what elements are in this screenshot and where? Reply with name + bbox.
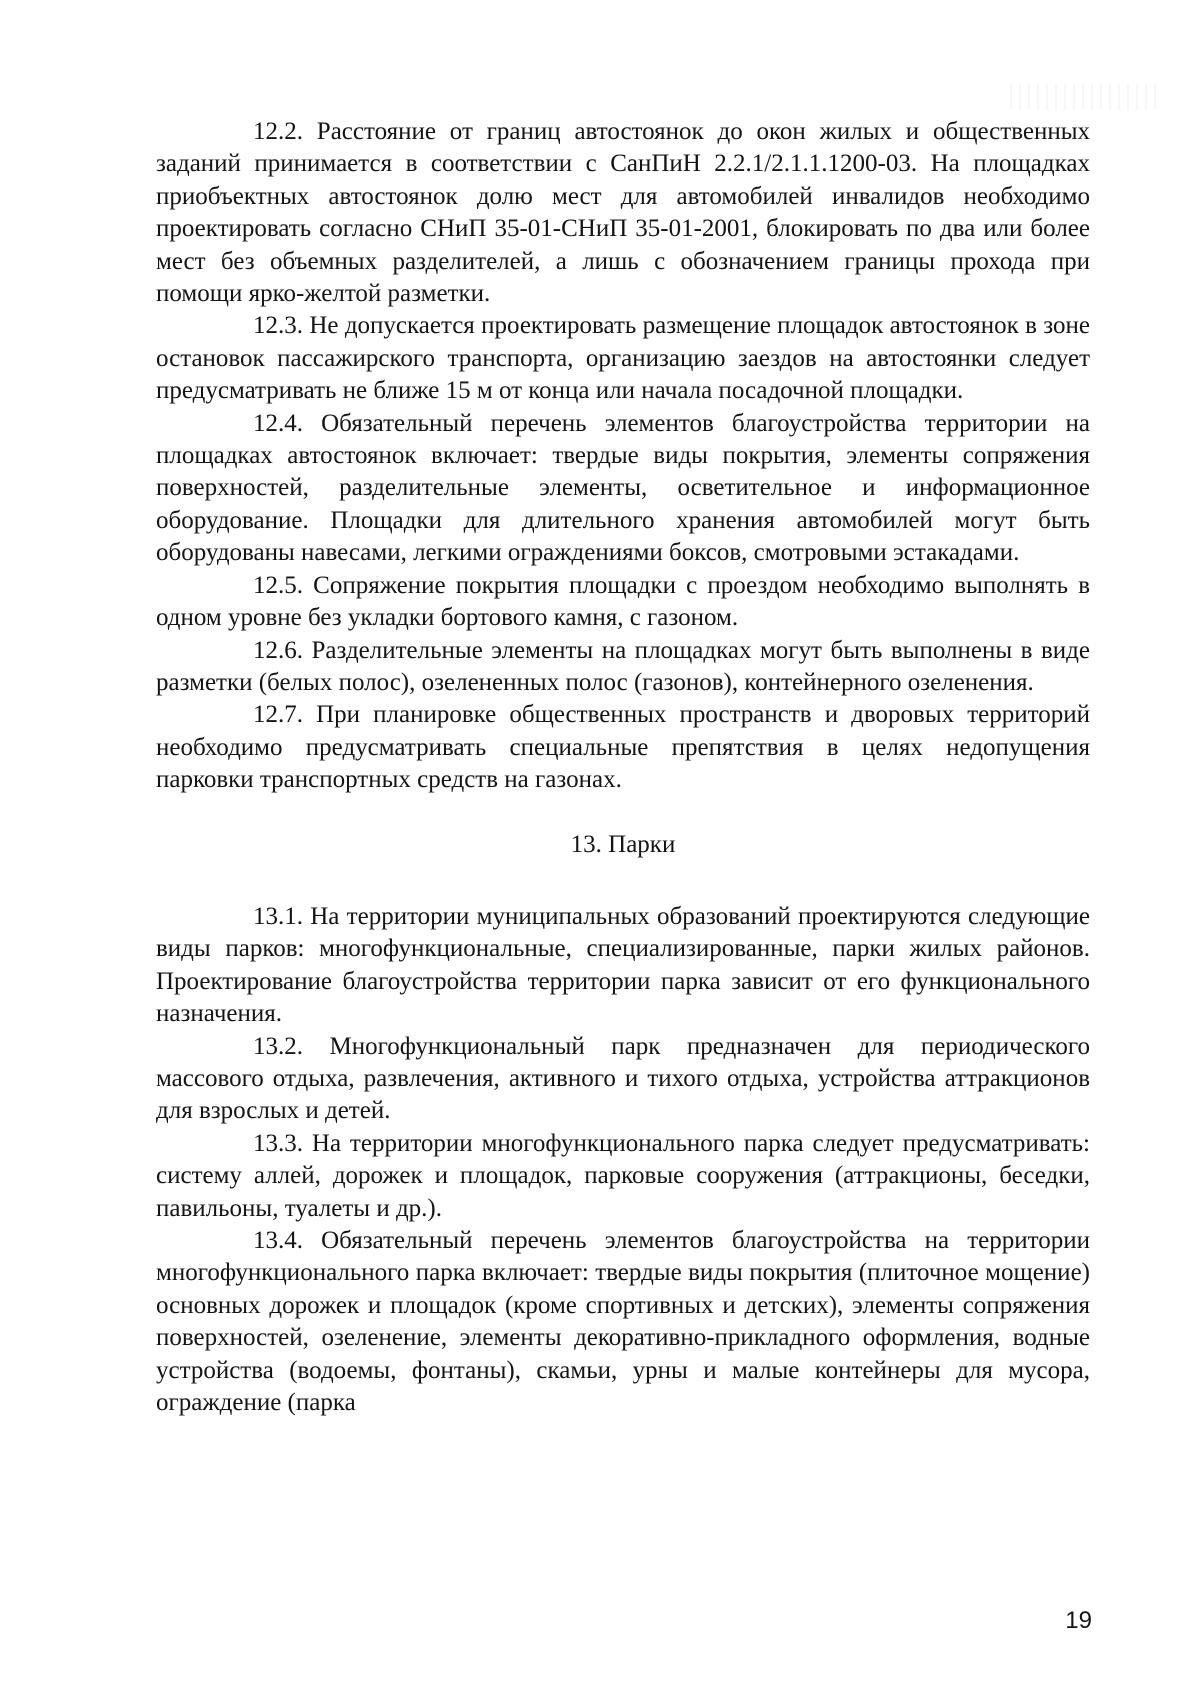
section-parking [156, 116, 1090, 797]
page-number: 19 [1065, 1607, 1092, 1634]
paragraph-13-3: 13.3. На территории многофункционального парка следует предусматривать: систему аллей, дорожек и площадок, парковые сооружения (аттракционы, беседки, павильоны, туалеты и др.). [156, 1129, 1090, 1222]
section-parks [156, 901, 1090, 1420]
scan-artifact [1010, 84, 1160, 110]
paragraph-12-7: 12.7. При планировке общественных пространств и дворовых территорий необходимо предусматривать специальные препятствия в целях недопущения парковки транспортных средств на газонах. [156, 701, 1090, 794]
paragraph-12-2: 12.2. Расстояние от границ автостоянок до окон жилых и общественных заданий принимается в соответствии с СанПиН 2.2.1/2.1.1.1200-03. На площадках приобъектных автостоянок долю мест для автомобилей инвалидов необходимо проектировать согласно СНиП 35-01-СНиП 35-01-2001, блокировать по два или более мест без объемных разделителей, а лишь с обозначением границы прохода при помощи ярко-желтой разметки. [156, 118, 1090, 308]
paragraph-13-2: 13.2. Многофункциональный парк предназначен для периодического массового отдыха, развлечения, активного и тихого отдыха, устройства аттракционов для взрослых и детей. [156, 1032, 1090, 1125]
section-heading-parks: 13. Парки [570, 830, 676, 858]
paragraph-12-5: 12.5. Сопряжение покрытия площадки с проездом необходимо выполнять в одном уровне без укладки бортового камня, с газоном. [156, 571, 1090, 632]
paragraph-13-4: 13.4. Обязательный перечень элементов благоустройства на территории многофункционального парка включает: твердые виды покрытия (плиточное мощение) основных дорожек и площадок (кроме спортивных и детских), элементы сопряжения поверхностей, озеленение, элементы декоративно-прикладного оформления, водные устройства (водоемы, фонтаны), скамьи, урны и малые контейнеры для мусора, ограждение (парка [156, 1227, 1090, 1417]
document-page [156, 116, 1090, 1419]
paragraph-13-1: 13.1. На территории муниципальных образований проектируются следующие виды парков: многофункциональные, специализированные, парки жилых районов. Проектирование благоустройства территории парка зависит от его функционального назначения. [156, 902, 1090, 1028]
paragraph-12-6: 12.6. Разделительные элементы на площадках могут быть выполнены в виде разметки (белых полос), озелененных полос (газонов), контейнерного озеленения. [156, 636, 1090, 696]
paragraph-12-3: 12.3. Не допускается проектировать размещение площадок автостоянок в зоне остановок пассажирского транспорта, организацию заездов на автостоянки следует предусматривать не ближе 15 м от конца или начала посадочной площадки. [156, 312, 1090, 405]
paragraph-12-4: 12.4. Обязательный перечень элементов благоустройства территории на площадках автостоянок включает: твердые виды покрытия, элементы сопряжения поверхностей, разделительные элементы, осветительное и информационное оборудование. Площадки для длительного хранения автомобилей могут быть оборудованы навесами, легкими ограждениями боксов, смотровыми эстакадами. [156, 409, 1090, 567]
